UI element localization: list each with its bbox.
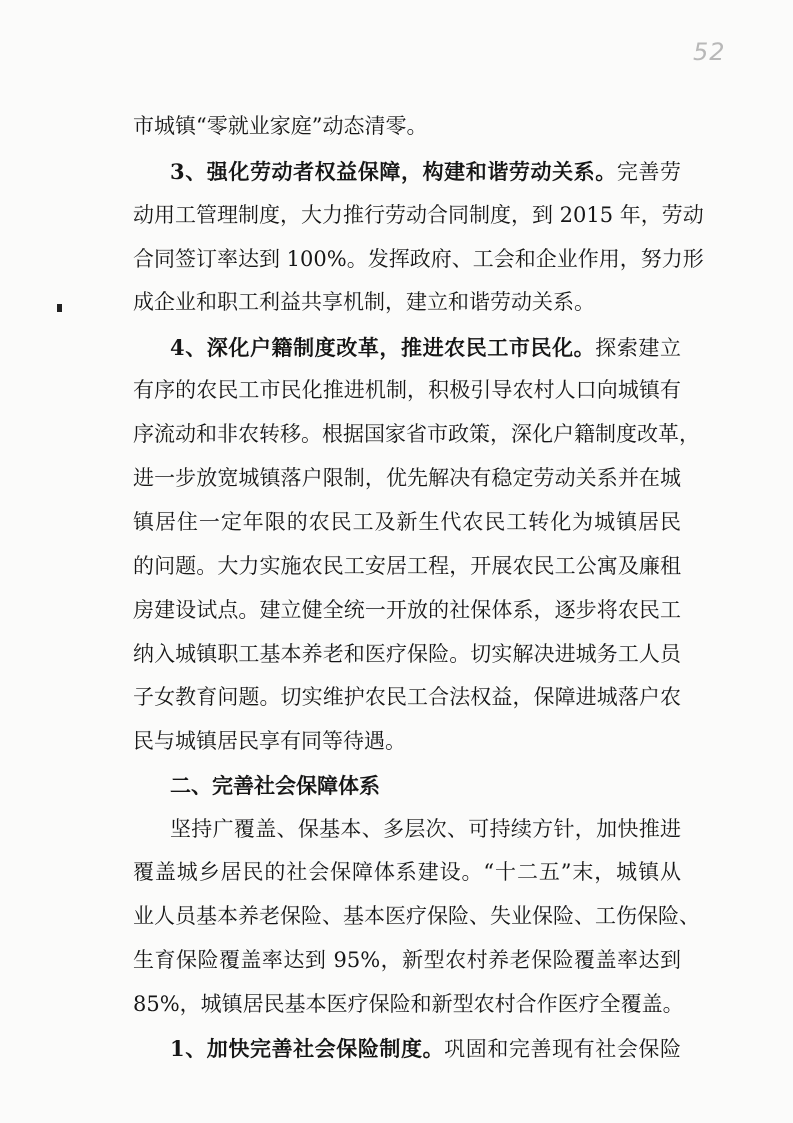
text-line: 85%，城镇居民基本医疗保险和新型农村合作医疗全覆盖。	[133, 992, 684, 1016]
text-line: 纳入城镇职工基本养老和医疗保险。切实解决进城务工人员	[133, 642, 681, 666]
text-line: 4、深化户籍制度改革，推进农民工市民化。探索建立	[170, 335, 681, 360]
text-line: 有序的农民工市民化推进机制，积极引导农村人口向城镇有	[133, 378, 681, 402]
text-line: 生育保险覆盖率达到 95%，新型农村养老保险覆盖率达到	[133, 948, 681, 972]
text-line: 动用工管理制度，大力推行劳动合同制度，到 2015 年，劳动	[133, 203, 704, 227]
text-line: 序流动和非农转移。根据国家省市政策，深化户籍制度改革，	[133, 422, 700, 446]
text-line: 市城镇“零就业家庭”动态清零。	[133, 114, 428, 138]
text-line: 民与城镇居民享有同等待遇。	[133, 729, 406, 753]
heading-text: 1、加快完善社会保险制度。	[170, 1036, 445, 1061]
scan-mark	[57, 304, 62, 312]
text-line: 子女教育问题。切实维护农民工合法权益，保障进城落户农	[133, 685, 681, 709]
heading-text: 二、完善社会保障体系	[170, 773, 380, 798]
text-line: 业人员基本养老保险、基本医疗保险、失业保险、工伤保险、	[133, 904, 700, 928]
text-line: 覆盖城乡居民的社会保障体系建设。“十二五”末，城镇从	[133, 860, 681, 884]
heading-text: 3、强化劳动者权益保障，构建和谐劳动关系。	[170, 159, 617, 184]
text-line: 3、强化劳动者权益保障，构建和谐劳动关系。完善劳	[170, 159, 681, 184]
text-line: 成企业和职工利益共享机制，建立和谐劳动关系。	[133, 290, 595, 314]
text-line: 1、加快完善社会保险制度。巩固和完善现有社会保险	[170, 1036, 681, 1061]
section-heading	[170, 775, 380, 797]
text-line: 的问题。大力实施农民工安居工程，开展农民工公寓及廉租	[133, 554, 681, 578]
text-line: 房建设试点。建立健全统一开放的社保体系，逐步将农民工	[133, 598, 681, 622]
text-line: 镇居住一定年限的农民工及新生代农民工转化为城镇居民	[133, 510, 681, 534]
heading-text: 4、深化户籍制度改革，推进农民工市民化。	[170, 335, 596, 360]
page-number: 52	[693, 38, 726, 66]
text-line: 合同签订率达到 100%。发挥政府、工会和企业作用，努力形	[133, 247, 704, 271]
text-line: 坚持广覆盖、保基本、多层次、可持续方针，加快推进	[170, 817, 681, 841]
text-line: 进一步放宽城镇落户限制，优先解决有稳定劳动关系并在城	[133, 466, 681, 490]
